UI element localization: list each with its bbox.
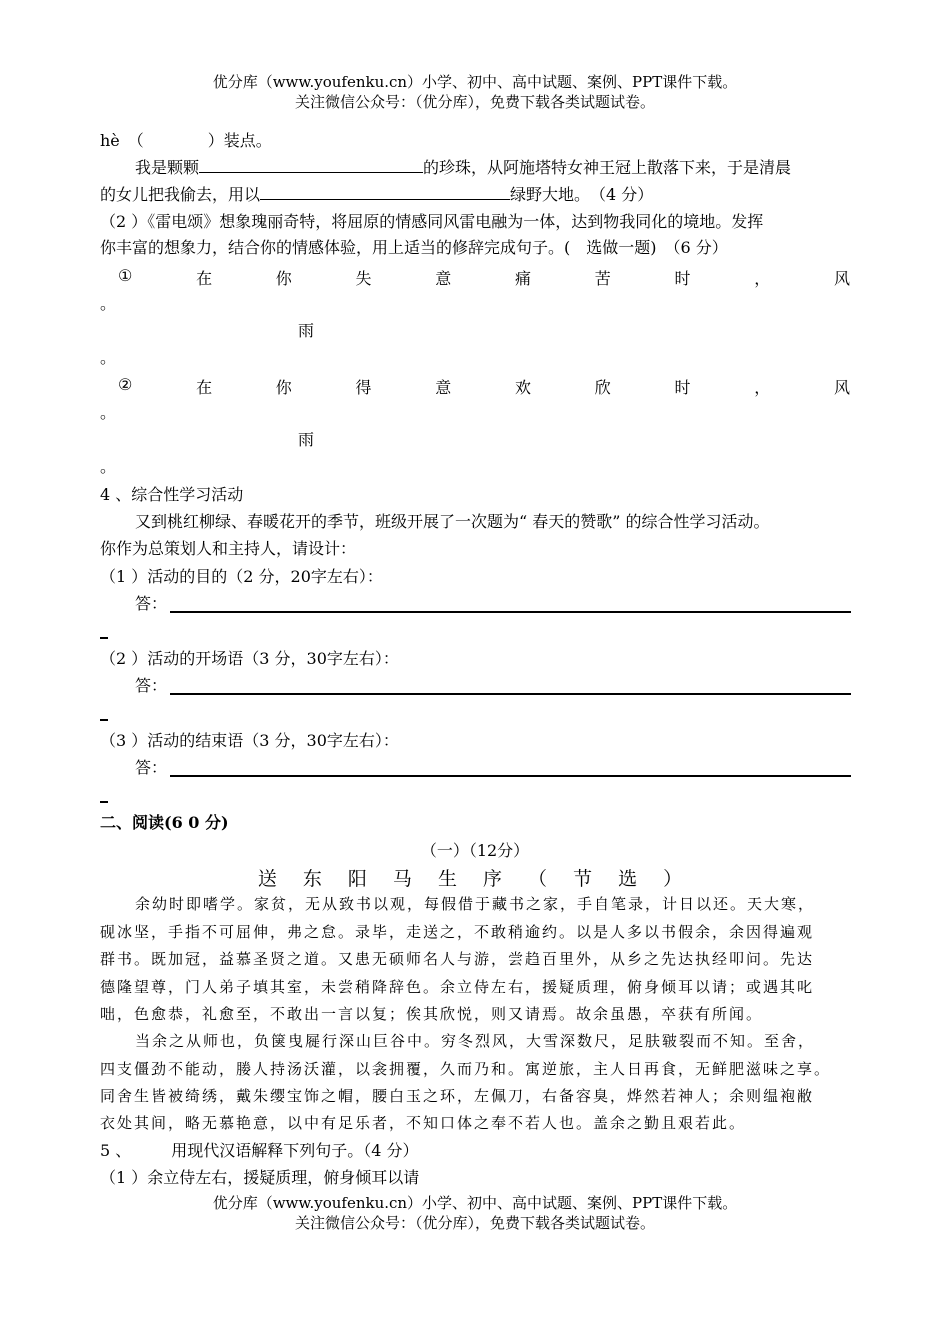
passage-line: 衣处其间，略无慕艳意，以中有足乐者，不知口体之奉不若人也。盖余之勤且艰若此。 bbox=[100, 1114, 747, 1132]
q5-item-1: （1 ）余立侍左右，援疑质理，俯身倾耳以请 bbox=[100, 1168, 420, 1187]
option-2-period-1: 。 bbox=[100, 403, 117, 422]
q4-intro-2: 你作为总策划人和主持人，请设计： bbox=[100, 539, 357, 558]
answer-label-1: 答： bbox=[135, 594, 168, 613]
option-1-char: 你 bbox=[275, 269, 292, 288]
option-1-char: 时 bbox=[674, 269, 691, 288]
passage-line: 德隆望尊，门人弟子填其室，未尝稍降辞色。余立侍左右，援疑质理，俯身倾耳以请；或遇其叱 bbox=[100, 978, 815, 996]
option-2-rain: 雨 bbox=[298, 430, 315, 449]
q4-intro-1: 又到桃红柳绿、春暖花开的季节，班级开展了一次题为“ 春天的赞歌” 的综合性学习活动。 bbox=[135, 512, 770, 531]
fill-text-d: 绿野大地。 （4 分） bbox=[510, 185, 654, 204]
option-2-char: 得 bbox=[355, 378, 372, 397]
part2-line-1: （2 ）《雷电颂》想象瑰丽奇特，将屈原的情感同风雷电融为一体，达到物我同化的境地。发挥 bbox=[100, 212, 764, 231]
passage-line: 砚冰坚，手指不可屈伸，弗之怠。录毕，走送之，不敢稍逾约。以是人多以书假余，余因得遍观 bbox=[100, 923, 815, 941]
answer-line-3[interactable] bbox=[170, 775, 851, 777]
answer-line-1[interactable] bbox=[170, 611, 851, 613]
reading-section-title: 二、阅读(6 0 分) bbox=[100, 813, 229, 832]
passage-line: 同舍生皆被绮绣，戴朱缨宝饰之帽，腰白玉之环，左佩刀，右备容臭，烨然若神人；余则缊袍敝 bbox=[100, 1087, 815, 1105]
q4-title: 4 、综合性学习活动 bbox=[100, 485, 244, 504]
q4-item-3: （3 ）活动的结束语（3 分，30字左右）： bbox=[100, 731, 399, 750]
fill-sentence-2 bbox=[100, 183, 653, 206]
option-2-period-2: 。 bbox=[100, 457, 117, 476]
fill-sentence-1 bbox=[135, 156, 791, 179]
fill-blank-2[interactable] bbox=[260, 183, 510, 200]
fill-blank-1[interactable] bbox=[199, 156, 423, 173]
option-1-rain: 雨 bbox=[298, 321, 315, 340]
passage-line: 咄，色愈恭，礼愈至，不敢出一言以复；俟其欣悦，则又请焉。故余虽愚，卒获有所闻。 bbox=[100, 1005, 764, 1023]
option-1-period-1: 。 bbox=[100, 294, 117, 313]
option-2-char: ② bbox=[118, 375, 133, 394]
answer-label-2: 答： bbox=[135, 676, 168, 695]
option-2-char: 欣 bbox=[594, 378, 611, 397]
passage-line: 当余之从师也，负箧曳屣行深山巨谷中。穷冬烈风，大雪深数尺，足肤皲裂而不知。至舍， bbox=[135, 1032, 816, 1050]
option-2-char: 意 bbox=[435, 378, 452, 397]
q4-item-2: （2 ）活动的开场语（3 分，30字左右）： bbox=[100, 649, 399, 668]
option-1-char: ， bbox=[754, 269, 771, 288]
fill-text-a: 我是颗颗 bbox=[135, 158, 200, 177]
passage-line: 四支僵劲不能动，媵人持汤沃灌，以衾拥覆，久而乃和。寓逆旅，主人日再食，无鲜肥滋味之享。 bbox=[100, 1060, 832, 1078]
answer-label-3: 答： bbox=[135, 758, 168, 777]
option-2-char: ， bbox=[754, 378, 771, 397]
option-1-char: 在 bbox=[196, 269, 213, 288]
option-1-char: 苦 bbox=[594, 269, 611, 288]
option-1-char: ① bbox=[118, 266, 133, 285]
answer-line-2[interactable] bbox=[170, 693, 851, 695]
footer-line-2: 关注微信公众号：（优分库），免费下载各类试题试卷。 bbox=[294, 1214, 655, 1232]
option-1-line bbox=[118, 266, 850, 289]
option-1-char: 意 bbox=[435, 269, 452, 288]
option-2-char: 你 bbox=[275, 378, 292, 397]
option-2-char: 时 bbox=[674, 378, 691, 397]
reading-subtitle: （一）（12分） bbox=[420, 841, 530, 860]
answer-line-3-tail bbox=[100, 801, 108, 803]
passage-title: 送 东 阳 马 生 序 （ 节 选 ） bbox=[257, 868, 693, 890]
pinyin-line: hè （ ）装点。 bbox=[100, 131, 272, 150]
option-2-char: 欢 bbox=[515, 378, 532, 397]
option-2-line bbox=[118, 375, 850, 398]
option-1-char: 痛 bbox=[515, 269, 532, 288]
answer-line-2-tail bbox=[100, 719, 108, 721]
q4-item-1: （1 ）活动的目的（2 分，20字左右）： bbox=[100, 567, 383, 586]
option-2-char: 风 bbox=[833, 378, 850, 397]
option-1-char: 失 bbox=[355, 269, 372, 288]
option-2-char: 在 bbox=[196, 378, 213, 397]
header-line-2: 关注微信公众号：（优分库），免费下载各类试题试卷。 bbox=[294, 93, 655, 111]
header-line-1: 优分库（www.youfenku.cn）小学、初中、高中试题、案例、PPT课件下载。 bbox=[212, 73, 738, 91]
passage-line: 余幼时即嗜学。家贫，无从致书以观，每假借于藏书之家，手自笔录，计日以还。天大寒， bbox=[135, 895, 816, 913]
part2-line-2: 你丰富的想象力，结合你的情感体验，用上适当的修辞完成句子。( 选做一题) （6 分） bbox=[100, 238, 728, 257]
option-1-period-2: 。 bbox=[100, 348, 117, 367]
passage-line: 群书。既加冠，益慕圣贤之道。又患无硕师名人与游，尝趋百里外，从乡之先达执经叩问。先达 bbox=[100, 950, 815, 968]
answer-line-1-tail bbox=[100, 637, 108, 639]
q5-title: 5 、 用现代汉语解释下列句子。（4 分） bbox=[100, 1141, 419, 1160]
option-1-char: 风 bbox=[833, 269, 850, 288]
fill-text-b: 的珍珠，从阿施塔特女神王冠上散落下来，于是清晨 bbox=[423, 158, 792, 177]
footer-line-1: 优分库（www.youfenku.cn）小学、初中、高中试题、案例、PPT课件下载。 bbox=[212, 1194, 738, 1212]
fill-text-c: 的女儿把我偷去，用以 bbox=[100, 185, 261, 204]
